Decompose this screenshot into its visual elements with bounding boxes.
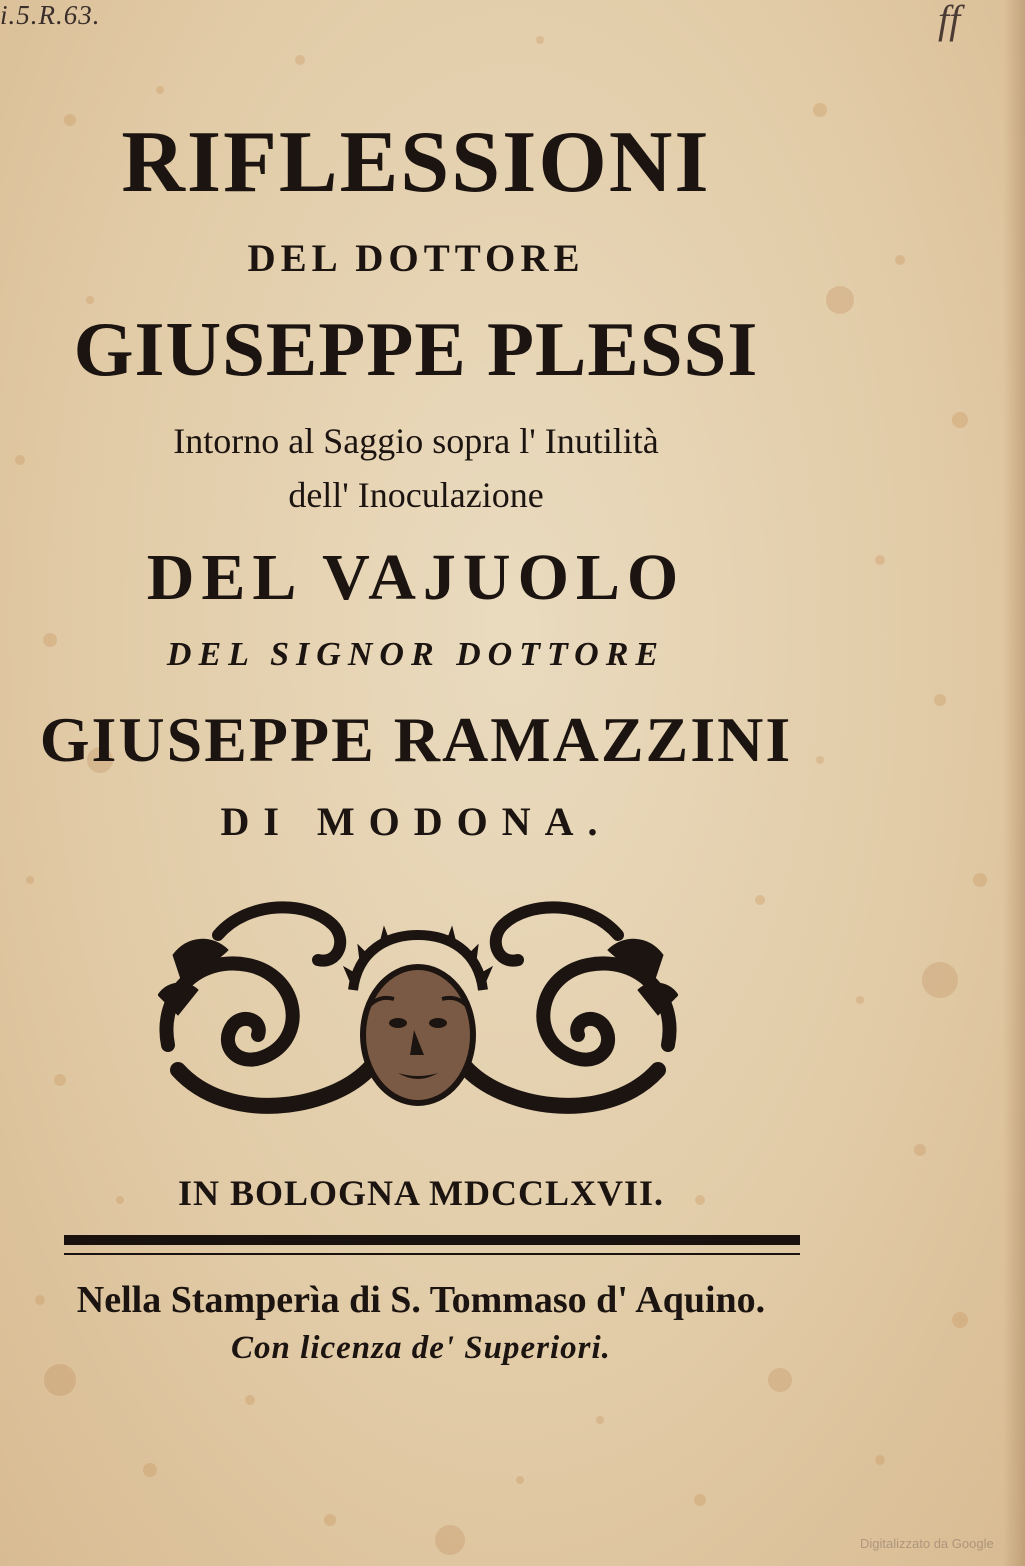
woodcut-ornament-icon (158, 895, 678, 1130)
digitization-watermark: Digitalizzato da Google (860, 1536, 994, 1551)
imprint-license: Con licenza de' Superiori. (231, 1330, 611, 1366)
thick-rule (64, 1235, 800, 1245)
thin-rule (64, 1253, 800, 1255)
imprint-place-date: IN BOLOGNA MDCCLXVII. (177, 1173, 665, 1213)
imprint-printer: Nella Stamperìa di S. Tommaso d' Aquino. (76, 1279, 766, 1321)
corner-annotation: ff (938, 0, 961, 42)
subtitle-del-dottore: DEL DOTTORE (247, 237, 585, 280)
author-name: GIUSEPPE PLESSI (73, 306, 759, 392)
subject-line-2: dell' Inoculazione (288, 475, 544, 515)
main-title: RIFLESSIONI (121, 114, 711, 211)
del-signor-dottore: DEL SIGNOR DOTTORE (166, 636, 666, 673)
library-shelfmark: i.5.R.63. (0, 0, 101, 30)
respondent-name: GIUSEPPE RAMAZZINI (39, 704, 793, 775)
subject-heading: DEL VAJUOLO (146, 541, 686, 614)
subject-line-1: Intorno al Saggio sopra l' Inutilità (173, 421, 659, 461)
page-edge-shadow (1003, 0, 1025, 1566)
respondent-city: DI MODONA. (220, 799, 612, 844)
